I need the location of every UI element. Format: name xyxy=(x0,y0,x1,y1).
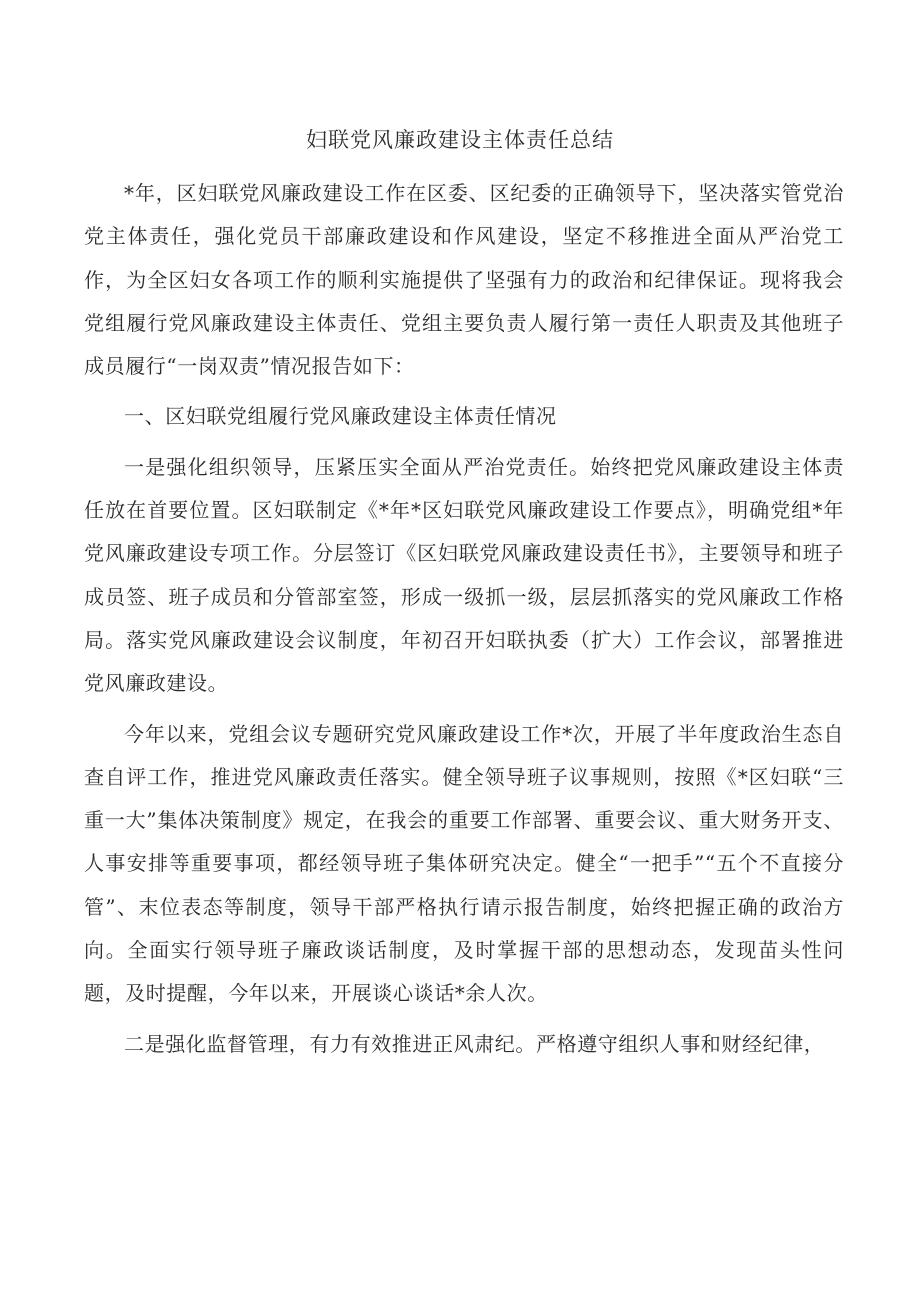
document-title: 妇联党风廉政建设主体责任总结 xyxy=(306,128,614,152)
paragraph-intro: *年，区妇联党风廉政建设工作在区委、区纪委的正确领导下，坚决落实管党治党主体责任，强化党员干部廉政建设和作风建设，坚定不移推进全面从严治党工作，为全区妇女各项工作的顺利实施提供了坚强有力的政治和纪律保证。现将我会党组履行党风廉政建设主体责任、党组主要负责人履行第一责任人职责及其他班子成员履行“一岗双责”情况报告如下： xyxy=(84,181,844,379)
document-body xyxy=(84,172,844,1066)
section-heading-1: 一、区妇联党组履行党风廉政建设主体责任情况 xyxy=(124,404,557,429)
paragraph-this-year: 今年以来，党组会议专题研究党风廉政建设工作*次，开展了半年度政治生态自查自评工作，推进党风廉政责任落实。健全领导班子议事规则，按照《*区妇联“三重一大”集体决策制度》规定，在我会的重要工作部署、重要会议、重大财务开支、人事安排等重要事项，都经领导班子集体研究决定。健全“一把手”“五个不直接分管”、末位表态等制度，领导干部严格执行请示报告制度，始终把握正确的政治方向。全面实行领导班子廉政谈话制度，及时掌握干部的思想动态，发现苗头性问题，及时提醒，今年以来，开展谈心谈话*余人次。 xyxy=(84,721,844,1006)
paragraph-organization-leadership: 一是强化组织领导，压紧压实全面从严治党责任。始终把党风廉政建设主体责任放在首要位置。区妇联制定《*年*区妇联党风廉政建设工作要点》，明确党组*年党风廉政建设专项工作。分层签订《区妇联党风廉政建设责任书》，主要领导和班子成员签、班子成员和分管部室签，形成一级抓一级，层层抓落实的党风廉政工作格局。落实党风廉政建设会议制度，年初召开妇联执委（扩大）工作会议，部署推进党风廉政建设。 xyxy=(84,454,844,696)
paragraph-supervision: 二是强化监督管理，有力有效推进正风肃纪。严格遵守组织人事和财经纪律， xyxy=(124,1031,825,1056)
